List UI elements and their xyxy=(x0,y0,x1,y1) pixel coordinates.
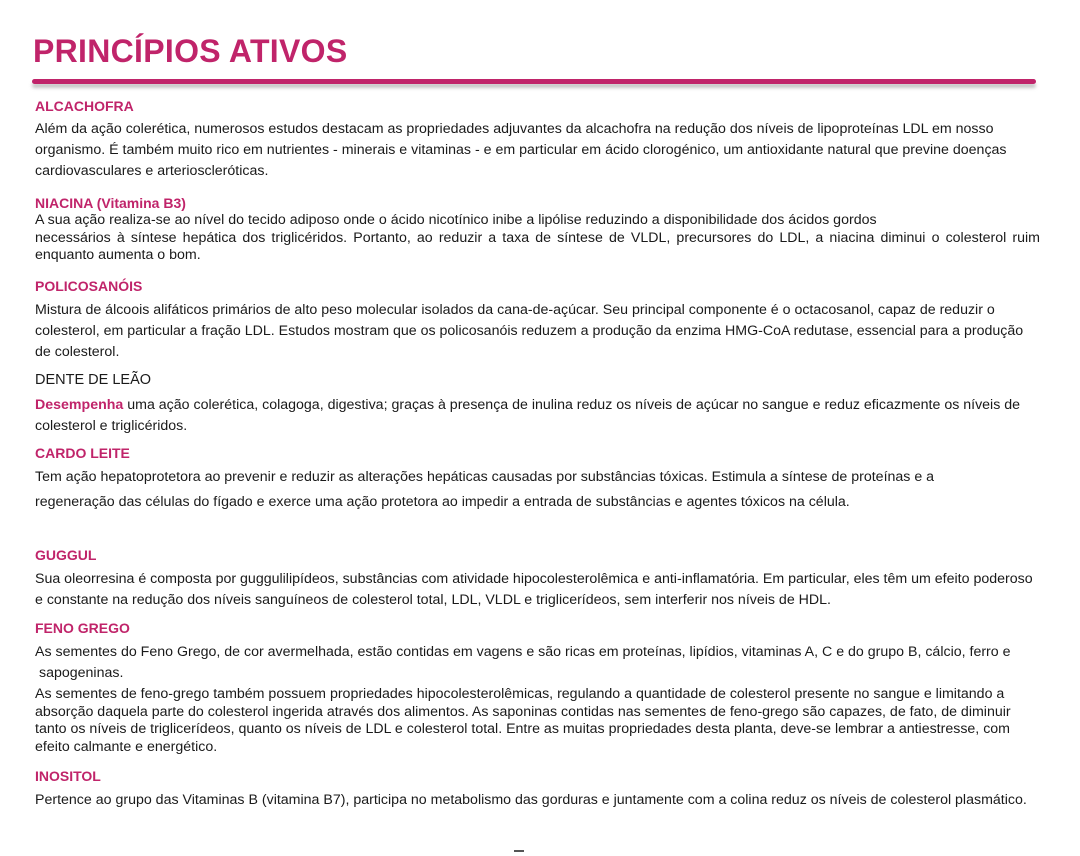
feno-grego-line-1: As sementes do Feno Grego, de cor avermelhada, estão contidas em vagens e são ricas em proteínas, lipídios, vitaminas A, C e do grupo B, cálcio, ferro e xyxy=(35,644,1011,660)
dente-de-leao-body: uma ação colerética, colagoga, digestiva; graças à presença de inulina reduz os níveis de açúcar no sangue e reduz eficazmente os níveis de colesterol e triglicéridos. xyxy=(35,397,1021,434)
section-heading-dente-de-leao: DENTE DE LEÃO xyxy=(35,372,152,388)
section-text-inositol: Pertence ao grupo das Vitaminas B (vitamina B7), participa no metabolismo das gorduras e juntamente com a colina reduz os níveis de colesterol plasmático. xyxy=(35,792,1027,808)
niacina-line-2: necessários à síntese hepática dos triglicéridos. Portanto, ao reduzir a taxa de síntese de VLDL, precursores do LDL, a niacina diminui o colesterol ruim xyxy=(35,229,1040,246)
section-heading-alcachofra: ALCACHOFRA xyxy=(35,98,134,114)
niacina-line-1: A sua ação realiza-se ao nível do tecido adiposo onde o ácido nicotínico inibe a lipólise reduzindo a disponibilidade dos ácidos gordos xyxy=(35,212,877,228)
section-text-guggul: Sua oleorresina é composta por guggulilipídeos, substâncias com atividade hipocolesterolêmica e anti-inflamatória. Em particular, eles têm um efeito poderoso e constante na redução dos níveis sanguíneos de colesterol total, LDL, VLDL e triglicerídeos, sem interferir nos níveis de HDL. xyxy=(35,571,1033,608)
section-heading-guggul: GUGGUL xyxy=(35,547,97,563)
page-mark xyxy=(514,850,524,852)
feno-grego-line-2: sapogeninas. xyxy=(39,665,124,681)
section-heading-cardo-leite: CARDO LEITE xyxy=(35,445,130,461)
section-text-niacina xyxy=(35,212,1040,265)
niacina-line-3: enquanto aumenta o bom. xyxy=(35,247,201,263)
section-text-feno-grego-details: As sementes de feno-grego também possuem propriedades hipocolesterolêmicas, regulando a quantidade de colesterol presente no sangue e limitando a absorção daquela parte do colesterol ingerida através dos alimentos. As saponinas contidas nas sementes de feno-grego são capazes, de fato, de diminuir tanto os níveis de triglicerídeos, quanto os níveis de LDL e colesterol total. Entre as muitas propriedades desta planta, deve-se lembrar a antiestresse, com efeito calmante e energético. xyxy=(35,686,1011,755)
cardo-leite-line-2: regeneração das células do fígado e exerce uma ação protetora ao impedir a entrada de substâncias e agentes tóxicos na célula. xyxy=(35,494,850,510)
section-heading-inositol: INOSITOL xyxy=(35,768,101,784)
dente-de-leao-lead: Desempenha xyxy=(35,397,124,413)
section-text-feno-grego-intro xyxy=(35,642,1040,684)
page-title: PRINCÍPIOS ATIVOS xyxy=(33,33,348,69)
cardo-leite-line-1: Tem ação hepatoprotetora ao prevenir e reduzir as alterações hepáticas causadas por substâncias tóxicas. Estimula a síntese de proteínas e a xyxy=(35,469,935,485)
section-heading-niacina: NIACINA (Vitamina B3) xyxy=(35,195,186,211)
section-text-dente-de-leao xyxy=(35,395,1040,437)
section-text-policosanois: Mistura de álcoois alifáticos primários de alto peso molecular isolados da cana-de-açúcar. Seu principal componente é o octacosanol, capaz de reduzir o colesterol, em particular a fração LDL. Estudos mostram que os policosanóis reduzem a produção da enzima HMG-CoA redutase, essencial para a produção de colesterol. xyxy=(35,302,1024,360)
section-text-cardo-leite xyxy=(35,465,1040,515)
section-text-alcachofra: Além da ação colerética, numerosos estudos destacam as propriedades adjuvantes da alcachofra na redução dos níveis de lipoproteínas LDL em nosso organismo. É também muito rico em nutrientes - minerais e vitaminas - e em particular em ácido clorogénico, um antioxidante natural que previne doenças cardiovasculares e arterioscleróticas. xyxy=(35,121,1007,179)
section-heading-policosanois: POLICOSANÓIS xyxy=(35,278,143,294)
section-heading-feno-grego: FENO GREGO xyxy=(35,620,130,636)
title-divider xyxy=(32,79,1036,84)
